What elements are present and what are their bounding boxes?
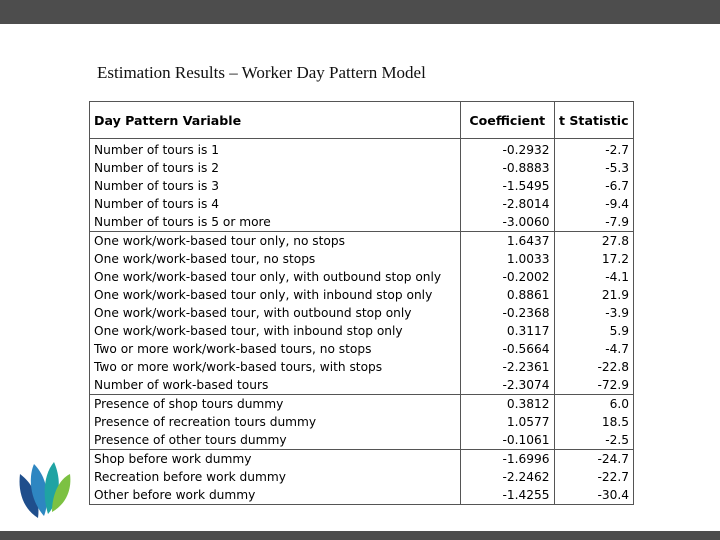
results-table-container [89, 101, 634, 505]
cell-variable: Number of tours is 5 or more [90, 213, 461, 232]
cell-variable: Presence of recreation tours dummy [94, 414, 317, 429]
table-row [90, 468, 634, 486]
table-row [90, 286, 634, 304]
cell-coefficient: -0.2368 [461, 304, 555, 322]
header-coefficient: Coefficient [461, 102, 555, 139]
table-row [90, 358, 634, 376]
cell-coefficient: 1.0033 [461, 250, 555, 268]
cell-t-statistic: -4.7 [554, 340, 633, 358]
cell-coefficient: 0.3117 [461, 322, 555, 340]
cell-t-statistic: 18.5 [554, 413, 633, 431]
cell-t-statistic: -7.9 [554, 213, 633, 232]
cell-t-statistic: -9.4 [554, 195, 633, 213]
cell-t-statistic: -72.9 [554, 376, 633, 395]
table-row [90, 232, 634, 251]
table-row [90, 268, 634, 286]
table-header-row [90, 102, 634, 139]
cell-coefficient: -2.8014 [461, 195, 555, 213]
cell-variable: One work/work-based tour only, with inbound stop only [94, 287, 433, 302]
leaf-logo-icon [16, 460, 72, 520]
cell-variable: One work/work-based tour only, with outbound stop only [94, 269, 442, 284]
table-row [90, 139, 634, 160]
cell-t-statistic: 17.2 [554, 250, 633, 268]
table-row [90, 322, 634, 340]
cell-coefficient: -0.2932 [461, 139, 555, 160]
table-row [90, 195, 634, 213]
cell-coefficient: -0.1061 [461, 431, 555, 450]
header-variable: Day Pattern Variable [90, 102, 461, 139]
bottom-bar [0, 531, 720, 540]
cell-t-statistic: -22.7 [554, 468, 633, 486]
top-bar [0, 0, 720, 24]
cell-variable: Presence of other tours dummy [90, 431, 461, 450]
cell-coefficient: 1.6437 [461, 232, 555, 251]
cell-t-statistic: -2.7 [554, 139, 633, 160]
cell-coefficient: 0.8861 [461, 286, 555, 304]
table-row [90, 376, 634, 395]
cell-variable: Two or more work/work-based tours, with stops [94, 359, 383, 374]
cell-coefficient: -2.3074 [461, 376, 555, 395]
table-row [90, 450, 634, 469]
results-table [89, 101, 634, 505]
table-row [90, 413, 634, 431]
cell-coefficient: -1.6996 [461, 450, 555, 469]
table-row [90, 486, 634, 505]
cell-coefficient: -3.0060 [461, 213, 555, 232]
cell-variable: Shop before work dummy [94, 451, 252, 466]
cell-t-statistic: -3.9 [554, 304, 633, 322]
cell-t-statistic: -24.7 [554, 450, 633, 469]
cell-t-statistic: -2.5 [554, 431, 633, 450]
cell-coefficient: 0.3812 [461, 395, 555, 414]
cell-variable: Two or more work/work-based tours, no stops [94, 341, 372, 356]
cell-variable: Number of tours is 3 [94, 178, 220, 193]
cell-t-statistic: -22.8 [554, 358, 633, 376]
table-row [90, 304, 634, 322]
cell-variable: Presence of shop tours dummy [94, 396, 284, 411]
cell-variable: One work/work-based tour, with outbound stop only [94, 305, 412, 320]
table-row [90, 431, 634, 450]
cell-t-statistic: -5.3 [554, 159, 633, 177]
table-row [90, 159, 634, 177]
cell-coefficient: -0.8883 [461, 159, 555, 177]
cell-variable: Other before work dummy [94, 487, 256, 502]
cell-coefficient: -2.2462 [461, 468, 555, 486]
cell-t-statistic: 6.0 [554, 395, 633, 414]
table-row [90, 395, 634, 414]
cell-coefficient: -1.5495 [461, 177, 555, 195]
cell-coefficient: -1.4255 [461, 486, 555, 505]
cell-variable: Number of tours is 4 [94, 196, 220, 211]
table-row [90, 177, 634, 195]
cell-coefficient: -2.2361 [461, 358, 555, 376]
cell-coefficient: 1.0577 [461, 413, 555, 431]
table-row [90, 340, 634, 358]
cell-coefficient: -0.5664 [461, 340, 555, 358]
slide-title: Estimation Results – Worker Day Pattern Model [97, 63, 426, 82]
table-row [90, 250, 634, 268]
table-body [90, 139, 634, 505]
cell-variable: One work/work-based tour, with inbound stop only [94, 323, 403, 338]
cell-variable: Number of work-based tours [90, 376, 461, 395]
cell-coefficient: -0.2002 [461, 268, 555, 286]
header-t-statistic: t Statistic [554, 102, 633, 139]
cell-t-statistic: -30.4 [554, 486, 633, 505]
cell-t-statistic: -6.7 [554, 177, 633, 195]
cell-variable: One work/work-based tour, no stops [94, 251, 316, 266]
cell-variable: Recreation before work dummy [94, 469, 286, 484]
cell-t-statistic: -4.1 [554, 268, 633, 286]
cell-t-statistic: 27.8 [554, 232, 633, 251]
cell-variable: Number of tours is 2 [94, 160, 220, 175]
cell-t-statistic: 21.9 [554, 286, 633, 304]
cell-variable: One work/work-based tour only, no stops [94, 233, 345, 248]
table-row [90, 213, 634, 232]
cell-t-statistic: 5.9 [554, 322, 633, 340]
cell-variable: Number of tours is 1 [94, 142, 220, 157]
